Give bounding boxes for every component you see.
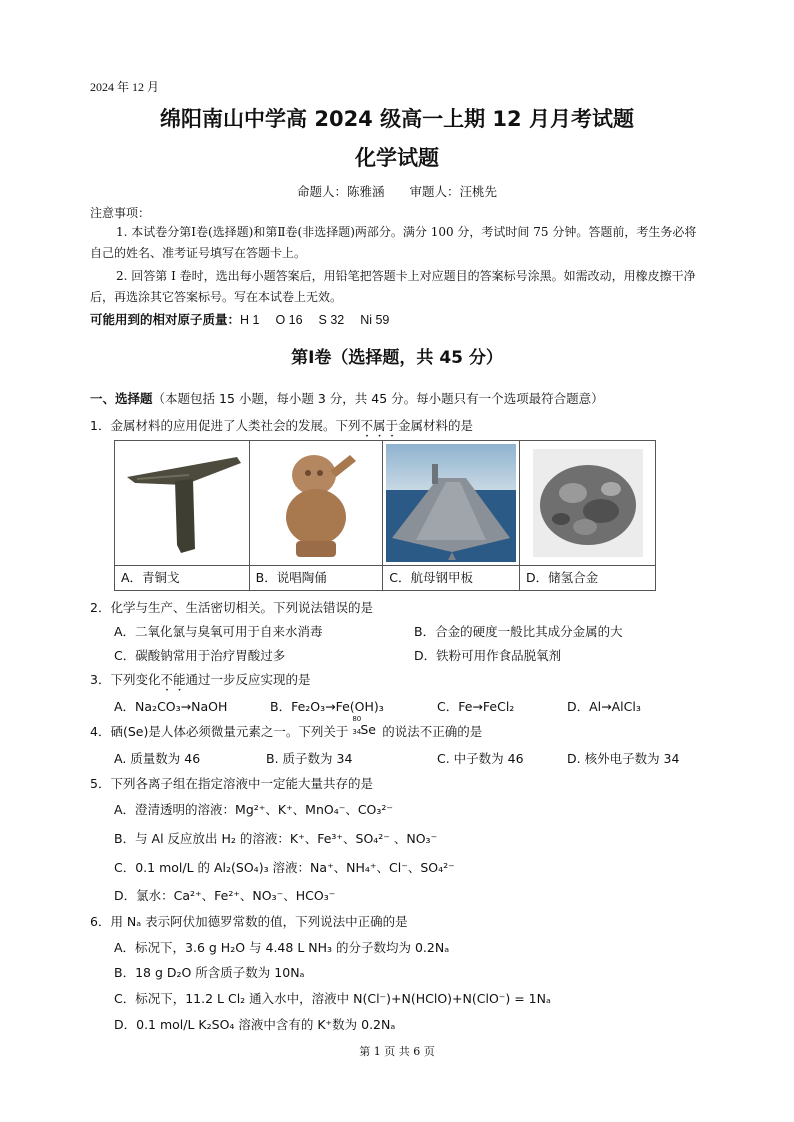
pottery-figurine-image: [250, 441, 383, 565]
q1-option-a: A．青铜戈: [115, 565, 249, 590]
question-1-image-table: [114, 440, 656, 591]
q6-option-a: A．标况下，3.6 g H₂O 与 4.48 L NH₃ 的分子数均为 0.2Nₐ: [114, 940, 450, 955]
selenium-nuclide: [352, 715, 378, 737]
q3-stem-post: 通过一步反应实现的是: [185, 672, 311, 687]
question-3-stem: [90, 670, 310, 694]
question-1-stem: [90, 416, 473, 440]
q4-option-b: B. 质子数为 34: [266, 751, 353, 766]
q5-option-c: C．0.1 mol/L 的 Al₂(SO₄)₃ 溶液：Na⁺、NH₄⁺、Cl⁻、SO₄²⁻: [114, 860, 455, 875]
q2-option-b: B．合金的硬度一般比其成分金属的大: [414, 624, 623, 639]
note-item-2: 2. 回答第 Ⅰ 卷时，选出每小题答案后，用铅笔把答题卡上对应题目的答案标号涂黑。如需改动，用橡皮擦干净后，再选涂其它答案标号。写在本试卷上无效。: [90, 269, 696, 304]
section1-desc: （本题包括 15 小题，每小题 3 分，共 45 分。每小题只有一个选项最符合题意）: [152, 391, 604, 406]
q1-option-b: B．说唱陶俑: [250, 565, 383, 590]
q3-stem-pre: 3．下列变化: [90, 672, 161, 687]
note-item-1: 1. 本试卷分第Ⅰ卷(选择题)和第Ⅱ卷(非选择题)两部分。满分 100 分，考试时间 75 分钟。答题前，考生务必将自己的姓名、准考证号填写在答题卡上。: [90, 225, 697, 260]
nuclide-atomic-number: 34: [352, 728, 362, 736]
question-5-stem: 5．下列各离子组在指定溶液中一定能大量共存的是: [90, 776, 373, 791]
atomic-masses: [90, 310, 389, 328]
q2-option-c: C．碳酸钠常用于治疗胃酸过多: [114, 648, 286, 663]
q3-option-c: C．Fe→FeCl₂: [437, 699, 515, 714]
q4-option-d: D. 核外电子数为 34: [567, 751, 680, 766]
exam-date: 2024 年 12 月: [90, 80, 160, 94]
q6-option-d: D．0.1 mol/L K₂SO₄ 溶液中含有的 K⁺数为 0.2Nₐ: [114, 1017, 396, 1032]
notes-heading: 注意事项：: [90, 206, 151, 220]
q3-option-b: B．Fe₂O₃→Fe(OH)₃: [270, 699, 384, 714]
section1-heading: [90, 389, 604, 407]
q2-option-a: A．二氧化氯与臭氧可用于自来水消毒: [114, 624, 323, 639]
nuclide-symbol: Se: [360, 722, 376, 737]
q1-stem-emphasis: 不属于: [360, 418, 398, 433]
hydrogen-storage-alloy-image: [520, 441, 655, 565]
bronze-dagger-axe-image: [115, 441, 249, 565]
q4-stem-post: 的说法不正确的是: [378, 724, 483, 739]
q1-option-d: D．储氢合金: [520, 565, 655, 590]
q3-option-a: A．Na₂CO₃→NaOH: [114, 699, 228, 714]
exam-authors: 命题人：陈雅涵 审题人：汪桃先: [296, 184, 497, 199]
atomic-masses-values: H 1 O 16 S 32 Ni 59: [240, 313, 390, 327]
q1-cell-a: [115, 441, 250, 591]
q1-cell-d: [520, 441, 656, 591]
q3-option-d: D．Al→AlCl₃: [567, 699, 641, 714]
q4-stem-pre: 4．硒(Se)是人体必须微量元素之一。下列关于: [90, 724, 353, 739]
q1-cell-c: [383, 441, 520, 591]
q1-option-c: C．航母钢甲板: [383, 565, 519, 590]
atomic-masses-label: 可能用到的相对原子质量：: [90, 312, 241, 327]
page-footer: 第 1 页 共 6 页: [359, 1045, 435, 1058]
exam-subject: 化学试题: [355, 146, 439, 170]
exam-title: 绵阳南山中学高 2024 级高一上期 12 月月考试题: [160, 107, 634, 131]
q2-option-d: D．铁粉可用作食品脱氧剂: [414, 648, 562, 663]
question-2-stem: 2．化学与生产、生活密切相关。下列说法错误的是: [90, 600, 373, 615]
question-6-stem: 6．用 Nₐ 表示阿伏加德罗常数的值，下列说法中正确的是: [90, 914, 408, 929]
q4-option-a: A. 质量数为 46: [114, 751, 201, 766]
part1-title: 第Ⅰ卷（选择题，共 45 分）: [291, 348, 503, 368]
q1-stem-pre: 1．金属材料的应用促进了人类社会的发展。下列: [90, 418, 361, 433]
q3-stem-emphasis: 不能: [160, 672, 186, 687]
question-4-stem: [90, 715, 483, 740]
q4-option-c: C. 中子数为 46: [437, 751, 524, 766]
q5-option-b: B．与 Al 反应放出 H₂ 的溶液：K⁺、Fe³⁺、SO₄²⁻ 、NO₃⁻: [114, 831, 438, 846]
q6-option-c: C．标况下，11.2 L Cl₂ 通入水中，溶液中 N(Cl⁻)+N(HClO)+N(ClO⁻) = 1Nₐ: [114, 991, 551, 1006]
carrier-deck-image: [383, 441, 519, 565]
nuclide-mass-number: 80: [352, 715, 362, 723]
section1-label: 一、选择题: [90, 391, 153, 406]
q5-option-a: A．澄清透明的溶液：Mg²⁺、K⁺、MnO₄⁻、CO₃²⁻: [114, 802, 394, 817]
q1-cell-b: [249, 441, 383, 591]
q5-option-d: D．氯水：Ca²⁺、Fe²⁺、NO₃⁻、HCO₃⁻: [114, 888, 336, 903]
q1-stem-post: 金属材料的是: [397, 418, 473, 433]
q6-option-b: B．18 g D₂O 所含质子数为 10Nₐ: [114, 965, 305, 980]
